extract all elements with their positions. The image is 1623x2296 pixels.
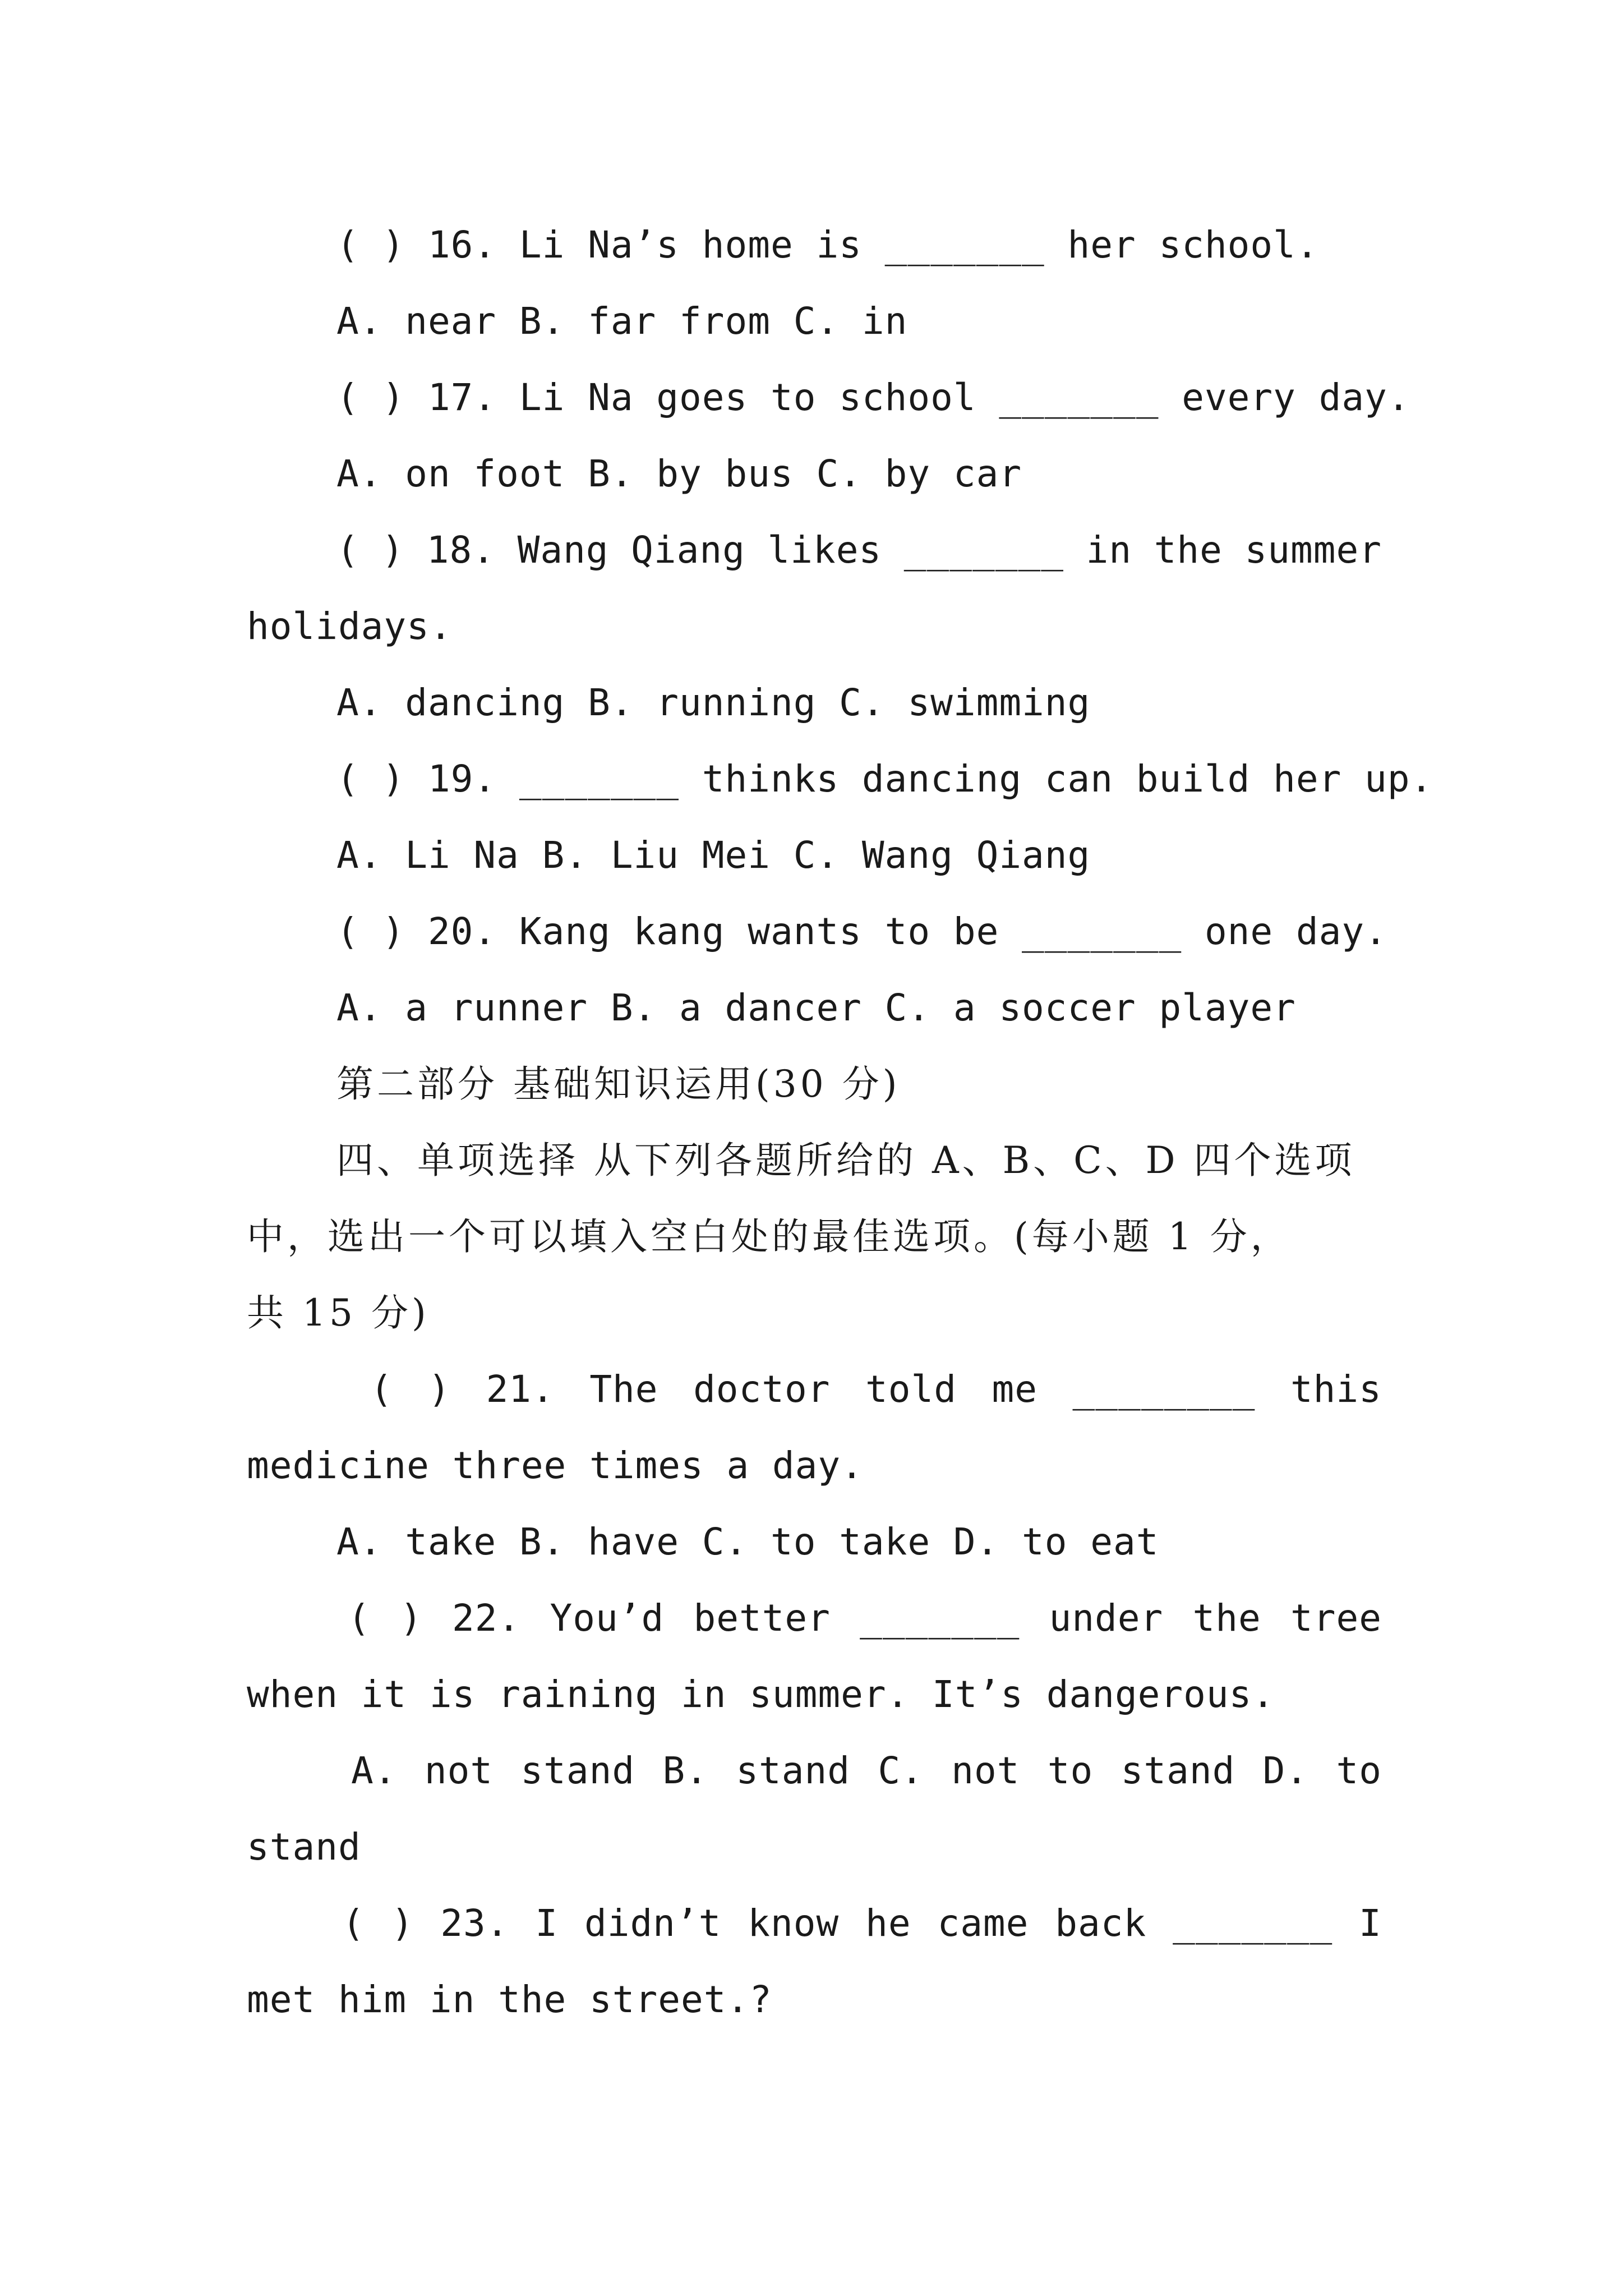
question-20-stem: ( ) 20. Kang kang wants to be _______ one day. [336,910,1387,953]
answer-blank: _______ [1173,1902,1333,1945]
word: 23. [440,1902,509,1945]
word: 18. [426,528,495,572]
question-22-options [351,1746,1382,1796]
question-22-options-continued: stand [247,1825,361,1869]
word: I [1359,1902,1382,1945]
section-heading: 第二部分 基础知识运用(30 分) [336,1062,901,1106]
question-22-stem-continued: when it is raining in summer. It’s dangerous. [247,1673,1275,1716]
word: he [865,1902,911,1945]
option-token: C. [878,1749,924,1792]
question-20-options: A. a runner B. a dancer C. a soccer player [336,986,1296,1029]
word: doctor [693,1368,831,1411]
word: 22. [452,1596,521,1640]
option-token: A. [351,1749,397,1792]
word: me [992,1368,1038,1411]
word: ) [400,1596,423,1640]
word: summer [1244,528,1382,572]
word: I [535,1902,559,1945]
word: Wang [517,528,609,572]
word: ( [342,1902,365,1945]
option-token: to [1336,1749,1382,1792]
word: ) [381,528,405,572]
question-16-stem: ( ) 16. Li Na’s home is _______ her school. [336,223,1319,266]
question-21-options: A. take B. have C. to take D. to eat [336,1520,1159,1563]
question-18-stem-continued: holidays. [247,605,453,648]
word: tree [1290,1596,1382,1640]
word: You’d [550,1596,665,1640]
word: in [1086,528,1132,572]
question-23-stem [342,1898,1382,1949]
word: under [1049,1596,1164,1640]
option-token: stand [1121,1749,1235,1792]
word: better [693,1596,831,1640]
question-23-stem-continued: met him in the street.? [247,1978,772,2021]
question-17-options: A. on foot B. by bus C. by car [336,452,1022,495]
instruction-line-2: 中，选出一个可以填入空白处的最佳选项。(每小题 1 分， [247,1215,1291,1258]
instruction-line-3: 共 15 分) [247,1291,430,1335]
answer-blank: ________ [1072,1368,1256,1411]
word: ( [336,528,359,572]
word: likes [767,528,882,572]
question-19-options: A. Li Na B. Liu Mei C. Wang Qiang [336,834,1091,877]
word: came [937,1902,1029,1945]
option-token: not [951,1749,1020,1792]
option-token: B. [662,1749,708,1792]
word: told [865,1368,957,1411]
question-21-stem-continued: medicine three times a day. [247,1444,864,1487]
option-token: not [424,1749,494,1792]
word: didn’t [584,1902,722,1945]
question-18-stem [336,525,1382,576]
word: the [1192,1596,1261,1640]
word: the [1154,528,1223,572]
question-21-stem [370,1364,1382,1415]
word: The [589,1368,658,1411]
option-token: D. [1262,1749,1309,1792]
word: this [1290,1368,1382,1411]
answer-blank: _______ [903,528,1064,572]
answer-blank: _______ [860,1596,1020,1640]
word: Qiang [631,528,745,572]
word: ) [428,1368,451,1411]
word: know [748,1902,840,1945]
option-token: stand [736,1749,850,1792]
word: back [1055,1902,1147,1945]
question-22-stem [348,1593,1382,1644]
question-16-options: A. near B. far from C. in [336,300,908,343]
word: 21. [486,1368,555,1411]
question-17-stem: ( ) 17. Li Na goes to school _______ every day. [336,376,1410,419]
instruction-line-1: 四、单项选择 从下列各题所给的 A、B、C、D 四个选项 [336,1139,1355,1182]
option-token: stand [520,1749,635,1792]
word: ( [370,1368,393,1411]
question-18-options: A. dancing B. running C. swimming [336,681,1091,724]
option-token: to [1047,1749,1094,1792]
question-19-stem: ( ) 19. _______ thinks dancing can build her up. [336,757,1433,800]
word: ( [348,1596,371,1640]
word: ) [391,1902,414,1945]
